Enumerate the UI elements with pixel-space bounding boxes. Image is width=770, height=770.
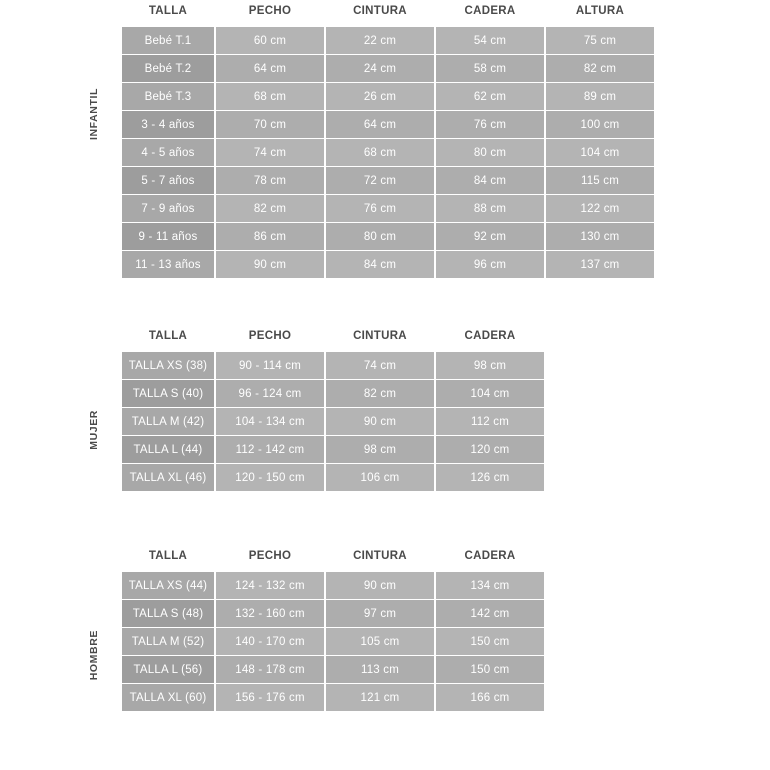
- table-row: [122, 600, 544, 627]
- cell-value: 121 cm: [326, 684, 434, 711]
- cell-value: 24 cm: [326, 55, 434, 82]
- cell-value: 150 cm: [436, 656, 544, 683]
- cell-value: 156 - 176 cm: [216, 684, 324, 711]
- cell-value: 22 cm: [326, 27, 434, 54]
- cell-value: 80 cm: [326, 223, 434, 250]
- cell-value: 124 - 132 cm: [216, 572, 324, 599]
- cell-value: 82 cm: [326, 380, 434, 407]
- table-side-label-mujer: MUJER: [88, 410, 100, 450]
- cell-value: 150 cm: [436, 628, 544, 655]
- column-header-cadera: CADERA: [436, 546, 544, 571]
- column-header-talla: TALLA: [122, 1, 214, 26]
- table-row: [122, 628, 544, 655]
- cell-value: 105 cm: [326, 628, 434, 655]
- cell-value: 90 - 114 cm: [216, 352, 324, 379]
- cell-value: 58 cm: [436, 55, 544, 82]
- cell-size: 11 - 13 años: [122, 251, 214, 278]
- column-header-pecho: PECHO: [216, 546, 324, 571]
- column-header-cadera: CADERA: [436, 1, 544, 26]
- column-header-cadera: CADERA: [436, 326, 544, 351]
- cell-value: 142 cm: [436, 600, 544, 627]
- cell-value: 74 cm: [326, 352, 434, 379]
- column-header-pecho: PECHO: [216, 326, 324, 351]
- table-row: [122, 139, 654, 166]
- cell-value: 126 cm: [436, 464, 544, 491]
- cell-value: 89 cm: [546, 83, 654, 110]
- column-header-talla: TALLA: [122, 326, 214, 351]
- table-row: [122, 167, 654, 194]
- table-row: [122, 352, 544, 379]
- column-header-cintura: CINTURA: [326, 546, 434, 571]
- cell-value: 96 cm: [436, 251, 544, 278]
- cell-size: 4 - 5 años: [122, 139, 214, 166]
- cell-value: 130 cm: [546, 223, 654, 250]
- column-header-cintura: CINTURA: [326, 326, 434, 351]
- cell-value: 106 cm: [326, 464, 434, 491]
- cell-value: 72 cm: [326, 167, 434, 194]
- cell-value: 88 cm: [436, 195, 544, 222]
- table-header-row: [122, 1, 654, 26]
- cell-value: 97 cm: [326, 600, 434, 627]
- cell-size: TALLA XL (46): [122, 464, 214, 491]
- cell-value: 62 cm: [436, 83, 544, 110]
- cell-value: 98 cm: [436, 352, 544, 379]
- cell-value: 64 cm: [216, 55, 324, 82]
- cell-value: 82 cm: [546, 55, 654, 82]
- cell-value: 104 - 134 cm: [216, 408, 324, 435]
- cell-size: 9 - 11 años: [122, 223, 214, 250]
- cell-value: 26 cm: [326, 83, 434, 110]
- table-row: [122, 656, 544, 683]
- cell-size: Bebé T.3: [122, 83, 214, 110]
- cell-value: 76 cm: [326, 195, 434, 222]
- cell-value: 64 cm: [326, 111, 434, 138]
- table-row: [122, 408, 544, 435]
- cell-value: 112 cm: [436, 408, 544, 435]
- cell-value: 92 cm: [436, 223, 544, 250]
- cell-value: 104 cm: [546, 139, 654, 166]
- table-row: [122, 195, 654, 222]
- cell-value: 78 cm: [216, 167, 324, 194]
- table-row: [122, 55, 654, 82]
- cell-value: 120 - 150 cm: [216, 464, 324, 491]
- table-row: [122, 27, 654, 54]
- cell-value: 122 cm: [546, 195, 654, 222]
- cell-value: 112 - 142 cm: [216, 436, 324, 463]
- cell-size: TALLA L (44): [122, 436, 214, 463]
- cell-size: TALLA S (40): [122, 380, 214, 407]
- cell-value: 68 cm: [326, 139, 434, 166]
- cell-size: 3 - 4 años: [122, 111, 214, 138]
- cell-value: 80 cm: [436, 139, 544, 166]
- cell-value: 90 cm: [326, 408, 434, 435]
- table-row: [122, 464, 544, 491]
- cell-value: 96 - 124 cm: [216, 380, 324, 407]
- table-row: [122, 251, 654, 278]
- table-row: [122, 684, 544, 711]
- cell-value: 115 cm: [546, 167, 654, 194]
- cell-value: 100 cm: [546, 111, 654, 138]
- cell-value: 132 - 160 cm: [216, 600, 324, 627]
- cell-value: 166 cm: [436, 684, 544, 711]
- cell-value: 86 cm: [216, 223, 324, 250]
- cell-value: 98 cm: [326, 436, 434, 463]
- cell-value: 90 cm: [216, 251, 324, 278]
- cell-value: 75 cm: [546, 27, 654, 54]
- size-table-hombre: [120, 545, 546, 712]
- cell-value: 68 cm: [216, 83, 324, 110]
- cell-value: 134 cm: [436, 572, 544, 599]
- column-header-talla: TALLA: [122, 546, 214, 571]
- table-row: [122, 83, 654, 110]
- cell-value: 84 cm: [326, 251, 434, 278]
- cell-value: 140 - 170 cm: [216, 628, 324, 655]
- cell-size: TALLA XL (60): [122, 684, 214, 711]
- size-table-infantil: [120, 0, 656, 279]
- cell-value: 137 cm: [546, 251, 654, 278]
- cell-size: TALLA XS (44): [122, 572, 214, 599]
- cell-size: TALLA M (52): [122, 628, 214, 655]
- cell-value: 82 cm: [216, 195, 324, 222]
- table-row: [122, 111, 654, 138]
- cell-value: 76 cm: [436, 111, 544, 138]
- cell-size: TALLA XS (38): [122, 352, 214, 379]
- table-side-label-infantil: INFANTIL: [88, 88, 100, 141]
- cell-size: Bebé T.1: [122, 27, 214, 54]
- cell-size: TALLA L (56): [122, 656, 214, 683]
- cell-value: 148 - 178 cm: [216, 656, 324, 683]
- cell-value: 90 cm: [326, 572, 434, 599]
- cell-value: 120 cm: [436, 436, 544, 463]
- cell-value: 113 cm: [326, 656, 434, 683]
- cell-value: 70 cm: [216, 111, 324, 138]
- cell-value: 104 cm: [436, 380, 544, 407]
- column-header-altura: ALTURA: [546, 1, 654, 26]
- column-header-cintura: CINTURA: [326, 1, 434, 26]
- table-side-label-hombre: HOMBRE: [88, 630, 100, 681]
- table-row: [122, 572, 544, 599]
- table-header-row: [122, 326, 544, 351]
- size-table-mujer: [120, 325, 546, 492]
- cell-size: 5 - 7 años: [122, 167, 214, 194]
- cell-value: 60 cm: [216, 27, 324, 54]
- table-row: [122, 223, 654, 250]
- cell-value: 84 cm: [436, 167, 544, 194]
- cell-size: TALLA M (42): [122, 408, 214, 435]
- table-row: [122, 436, 544, 463]
- cell-value: 54 cm: [436, 27, 544, 54]
- cell-value: 74 cm: [216, 139, 324, 166]
- cell-size: Bebé T.2: [122, 55, 214, 82]
- cell-size: 7 - 9 años: [122, 195, 214, 222]
- cell-size: TALLA S (48): [122, 600, 214, 627]
- table-header-row: [122, 546, 544, 571]
- table-row: [122, 380, 544, 407]
- column-header-pecho: PECHO: [216, 1, 324, 26]
